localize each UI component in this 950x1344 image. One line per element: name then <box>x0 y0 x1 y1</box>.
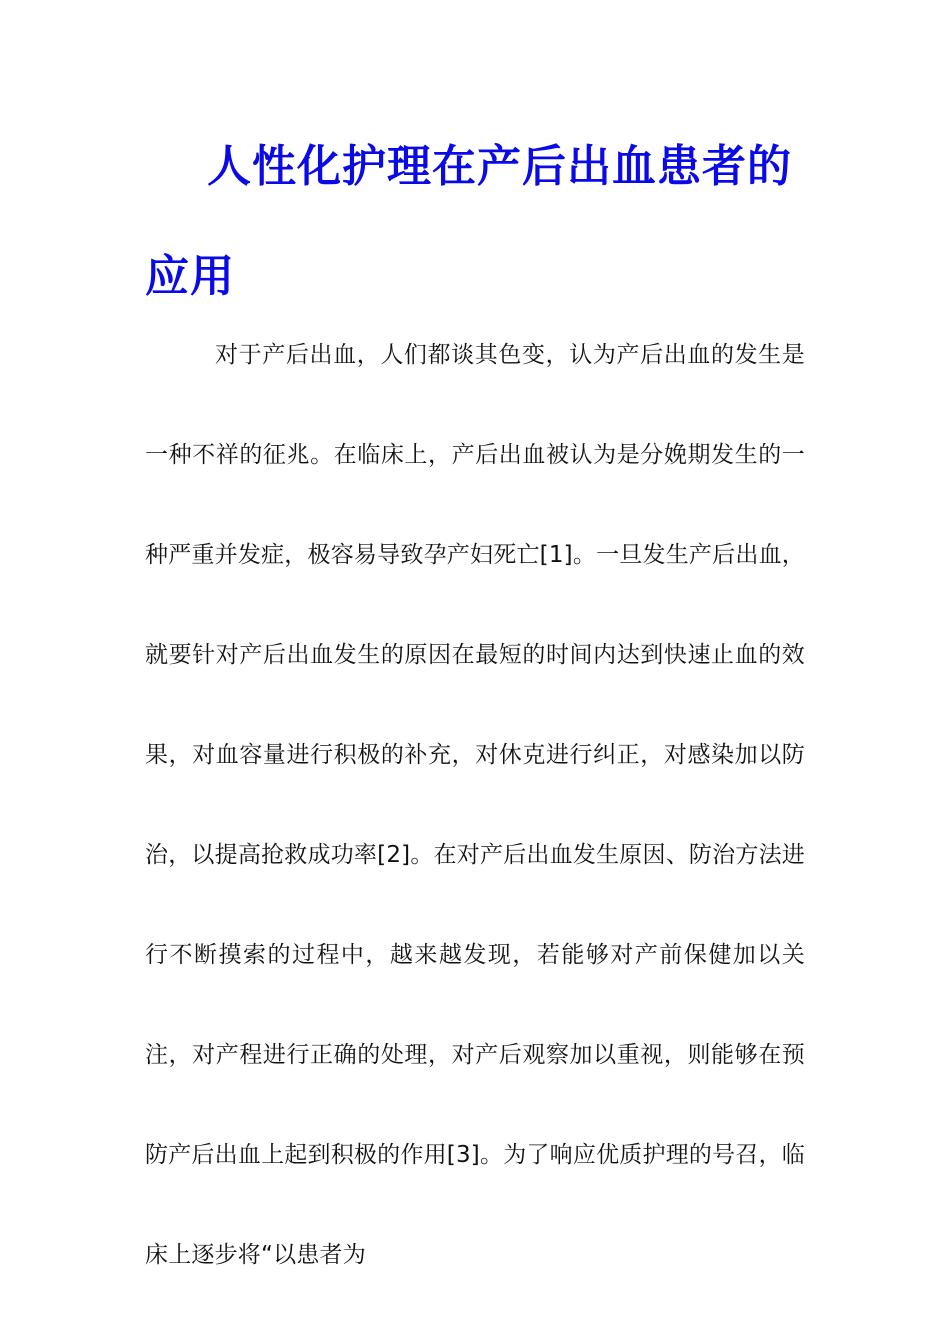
document-title: 人性化护理在产后出血患者的应用 <box>145 141 792 302</box>
body-paragraph: 对于产后出血，人们都谈其色变，认为产后出血的发生是一种不祥的征兆。在临床上，产后出血被认为是分娩期发生的一种严重并发症，极容易导致孕产妇死亡[1]。一旦发生产后出血，就要针对产后出血发生的原因在最短的时间内达到快速止血的效果，对血容量进行积极的补充，对休克进行纠正，对感染加以防治，以提高抢救成功率[2]。在对产后出血发生原因、防治方法进行不断摸索的过程中，越来越发现，若能够对产前保健加以关注，对产程进行正确的处理，对产后观察加以重视，则能够在预防产后出血上起到积极的作用[3]。为了响应优质护理的号召，临床上逐步将“以患者为 <box>145 342 805 1268</box>
